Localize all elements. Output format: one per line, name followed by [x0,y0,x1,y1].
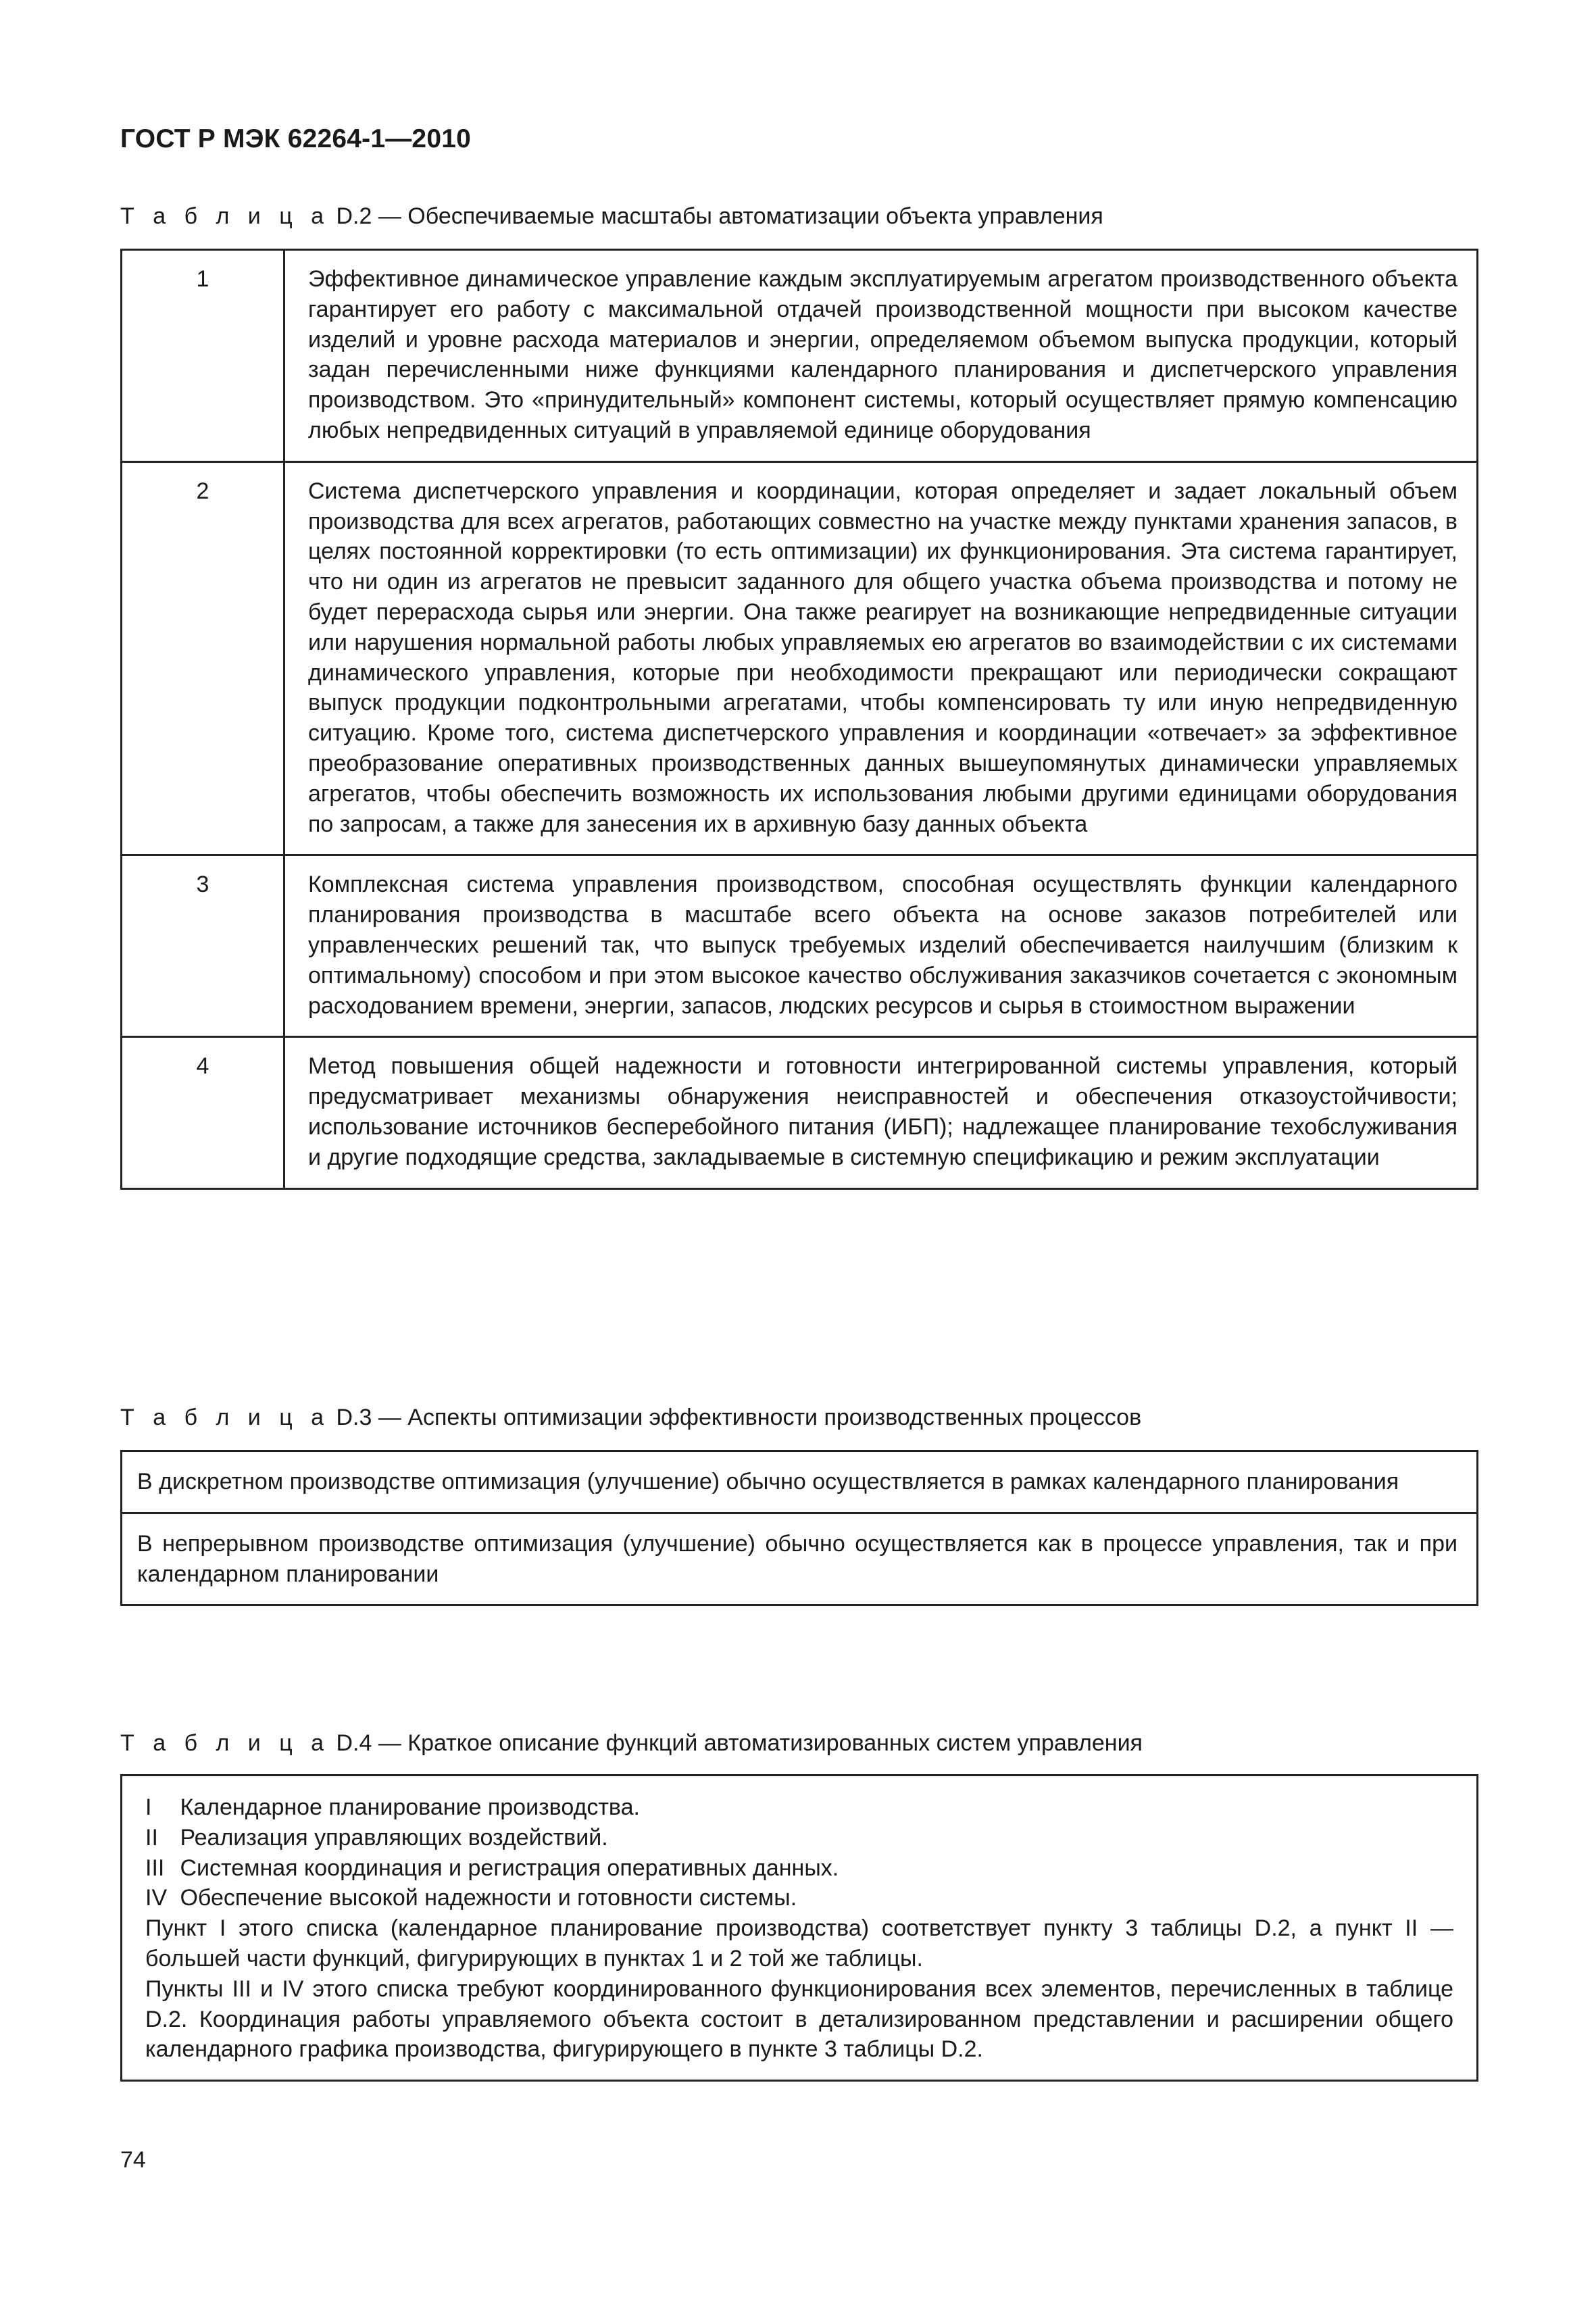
list-item [145,1883,1453,1913]
table-row [122,1037,1478,1188]
table-row [122,1513,1478,1605]
row-text: Метод повышения общей надежности и готовности интегрированной системы управления, который предусматривает механизмы обнаружения неисправностей и обеспечения отказоустойчивости; использование источников бесперебойного питания (ИБП); надлежащее планирование техобслуживания и другие подходящие средства, закладываемые в системную спецификацию и режим эксплуатации [284,1037,1478,1188]
list-numeral: I [145,1794,152,1820]
paragraph: Пункты III и IV этого списка требуют координированного функционирования всех элементов, перечисленных в таблице D.2. Координация работы управляемого объекта состоит в детализированном представлении и расширении общего календарного графика производства, фигурирующего в пункте 3 таблицы D.2. [145,1976,1453,2063]
row-number: 4 [122,1037,284,1188]
table-d3-caption [120,1403,1141,1432]
list-item [145,1792,1453,1823]
document-code-header: ГОСТ Р МЭК 62264-1—2010 [120,124,471,153]
table-row [122,250,1478,462]
row-number: 2 [122,461,284,855]
list-item-text: Календарное планирование производства. [180,1794,640,1820]
table-row [122,1776,1478,2081]
table-d2-caption [120,201,1103,231]
row-number: 1 [122,250,284,462]
functions-summary-cell [122,1776,1478,2081]
list-item-text: Обеспечение высокой надежности и готовности системы. [180,1885,797,1911]
table-caption-prefix: Т а б л и ц а [120,1730,330,1756]
row-number: 3 [122,855,284,1037]
table-d4 [120,1774,1478,2082]
list-numeral: IV [145,1885,168,1911]
table-caption-text: D.4 — Краткое описание функций автоматизированных систем управления [336,1730,1143,1756]
table-d4-caption [120,1728,1143,1758]
row-text: В непрерывном производстве оптимизация (улучшение) обычно осуществляется как в процессе управления, так и при календарном планировании [122,1513,1478,1605]
list-item [145,1853,1453,1884]
list-numeral: II [145,1824,158,1851]
table-row [122,461,1478,855]
row-text: Эффективное динамическое управление каждым эксплуатируемым агрегатом производственного объекта гарантирует его работу с максимальной отдачей производственной мощности при высоком качестве изделий и уровне расхода материалов и энергии, определяемом объемом выпуска продукции, который задан перечисленными ниже функциями календарного планирования и диспетчерского управления производством. Это «принудительный» компонент системы, который осуществляет прямую компенсацию любых непредвиденных ситуаций в управляемой единице оборудования [284,250,1478,462]
table-caption-text: D.3 — Аспекты оптимизации эффективности производственных процессов [336,1405,1142,1430]
table-row [122,855,1478,1037]
paragraph: Пункт I этого списка (календарное планирование производства) соответствует пункту 3 таблицы D.2, а пункт II — большей части функций, фигурирующих в пунктах 1 и 2 той же таблицы. [145,1915,1453,1971]
list-numeral: III [145,1855,165,1881]
list-item [145,1823,1453,1853]
table-caption-prefix: Т а б л и ц а [120,203,330,229]
list-item-text: Системная координация и регистрация оперативных данных. [180,1855,839,1881]
table-d3 [120,1450,1478,1606]
row-text: В дискретном производстве оптимизация (улучшение) обычно осуществляется в рамках календарного планирования [122,1451,1478,1513]
page-number: 74 [120,2147,146,2173]
row-text: Комплексная система управления производством, способная осуществлять функции календарного планирования производства в масштабе всего объекта на основе заказов потребителей или управленческих решений так, что выпуск требуемых изделий обеспечивается наилучшим (близким к оптимальному) способом и при этом высокое качество обслуживания заказчиков сочетается с экономным расходованием времени, энергии, запасов, людских ресурсов и сырья в стоимостном выражении [284,855,1478,1037]
table-d2 [120,249,1478,1190]
row-text: Система диспетчерского управления и координации, которая определяет и задает локальный объем производства для всех агрегатов, работающих совместно на участке между пунктами хранения запасов, в целях постоянной корректировки (то есть оптимизации) их функционирования. Эта система гарантирует, что ни один из агрегатов не превысит заданного для общего участка объема производства и потому не будет перерасхода сырья или энергии. Она также реагирует на возникающие непредвиденные ситуации или нарушения нормальной работы любых управляемых ею агрегатов во взаимодействии с их системами динамического управления, которые при необходимости прекращают или периодически сокращают выпуск продукции подконтрольными агрегатами, чтобы компенсировать ту или иную непредвиденную ситуацию. Кроме того, система диспетчерского управления и координации «отвечает» за эффективное преобразование оперативных производственных данных вышеупомянутых динамически управляемых агрегатов, чтобы обеспечить возможность их использования любыми другими единицами оборудования по запросам, а также для занесения их в архивную базу данных объекта [284,461,1478,855]
list-item-text: Реализация управляющих воздействий. [180,1824,608,1851]
table-caption-prefix: Т а б л и ц а [120,1405,330,1430]
table-caption-text: D.2 — Обеспечиваемые масштабы автоматизации объекта управления [336,203,1103,229]
table-row [122,1451,1478,1513]
